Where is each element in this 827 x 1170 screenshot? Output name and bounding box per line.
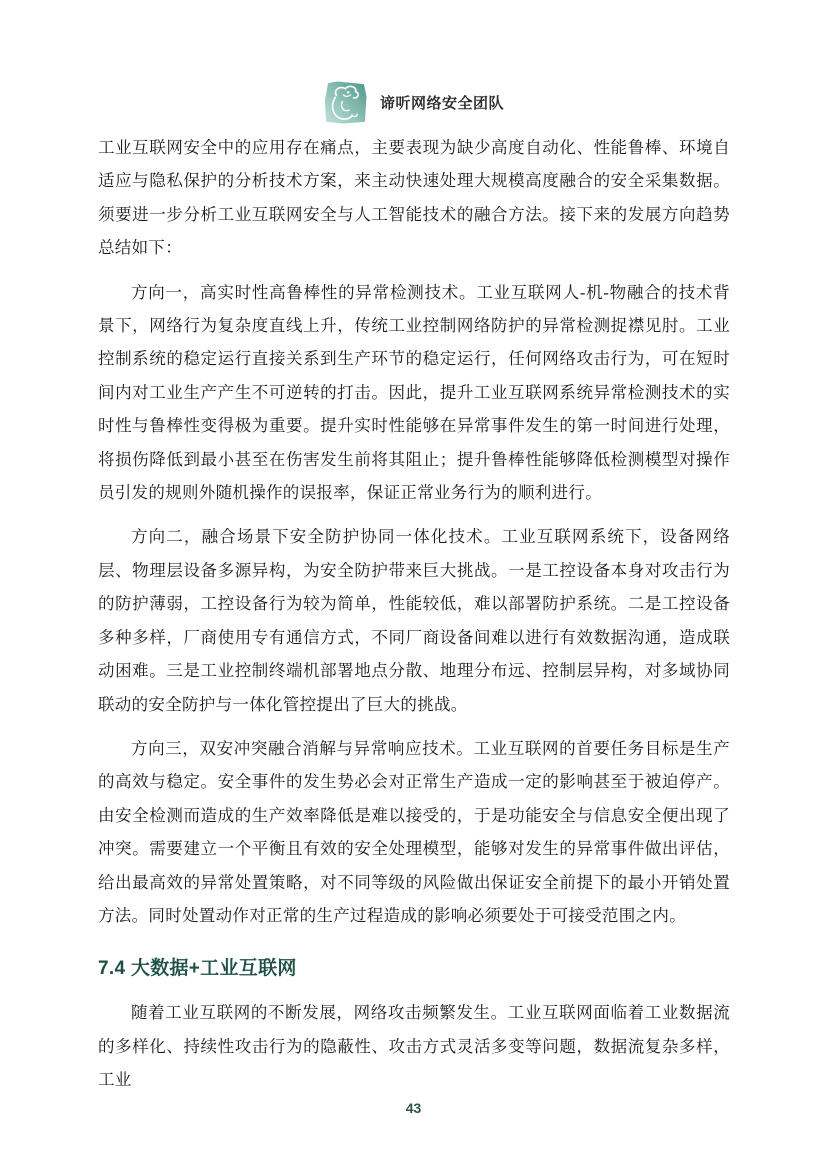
paragraph-intro: 工业互联网安全中的应用存在痛点，主要表现为缺少高度自动化、性能鲁棒、环境自适应与隐私保护的分析技术方案，来主动快速处理大规模高度融合的安全采集数据。须要进一步分析工业互联网安全与人工智能技术的融合方法。接下来的发展方向趋势总结如下： [98, 138, 730, 258]
page-number: 43 [405, 1100, 422, 1116]
page-header [0, 80, 827, 125]
paragraph-direction-3: 方向三，双安冲突融合消解与异常响应技术。工业互联网的首要任务目标是生产的高效与稳定。安全事件的发生势必会对正常生产造成一定的影响甚至于被迫停产。由安全检测而造成的生产效率降低是难以接受的，于是功能安全与信息安全便出现了冲突。需要建立一个平衡且有效的安全处理模型，能够对发生的异常事件做出评估，给出最高效的异常处置策略，对不同等级的风险做出保证安全前提下的最小开销处置方法。同时处置动作对正常的生产过程造成的影响必须要处于可接受范围之内。 [98, 738, 730, 925]
team-name-label: 谛听网络安全团队 [379, 95, 504, 112]
page-footer [0, 1100, 827, 1118]
paragraph-direction-1: 方向一，高实时性高鲁棒性的异常检测技术。工业互联网人-机-物融合的技术背景下，网络行为复杂度直线上升，传统工业控制网络防护的异常检测捉襟见肘。工业控制系统的稳定运行直接关系到生产环节的稳定运行，任何网络攻击行为，可在短时间内对工业生产产生不可逆转的打击。因此，提升工业互联网系统异常检测技术的实时性与鲁棒性变得极为重要。提升实时性能够在异常事件发生的第一时间进行处理，将损伤降低到最小甚至在伤害发生前将其阻止；提升鲁棒性能够降低检测模型对操作员引发的规则外随机操作的误报率，保证正常业务行为的顺利进行。 [98, 282, 730, 503]
document-body [98, 131, 730, 1108]
diting-seal-logo-icon [323, 80, 368, 125]
section-heading-7-4: 7.4 大数据+工业互联网 [98, 958, 297, 980]
paragraph-direction-2: 方向二，融合场景下安全防护协同一体化技术。工业互联网系统下，设备网络层、物理层设备多源异构，为安全防护带来巨大挑战。一是工控设备本身对攻击行为的防护薄弱，工控设备行为较为简单，性能较低，难以部署防护系统。二是工控设备多种多样，厂商使用专有通信方式，不同厂商设备间难以进行有效数据沟通，造成联动困难。三是工业控制终端机部署地点分散、地理分布远、控制层异构，对多域协同联动的安全防护与一体化管控提出了巨大的挑战。 [98, 527, 730, 714]
paragraph-bigdata-intro: 随着工业互联网的不断发展，网络攻击频繁发生。工业互联网面临着工业数据流的多样化、持续性攻击行为的隐蔽性、攻击方式灵活多变等问题，数据流复杂多样，工业 [98, 1003, 730, 1090]
